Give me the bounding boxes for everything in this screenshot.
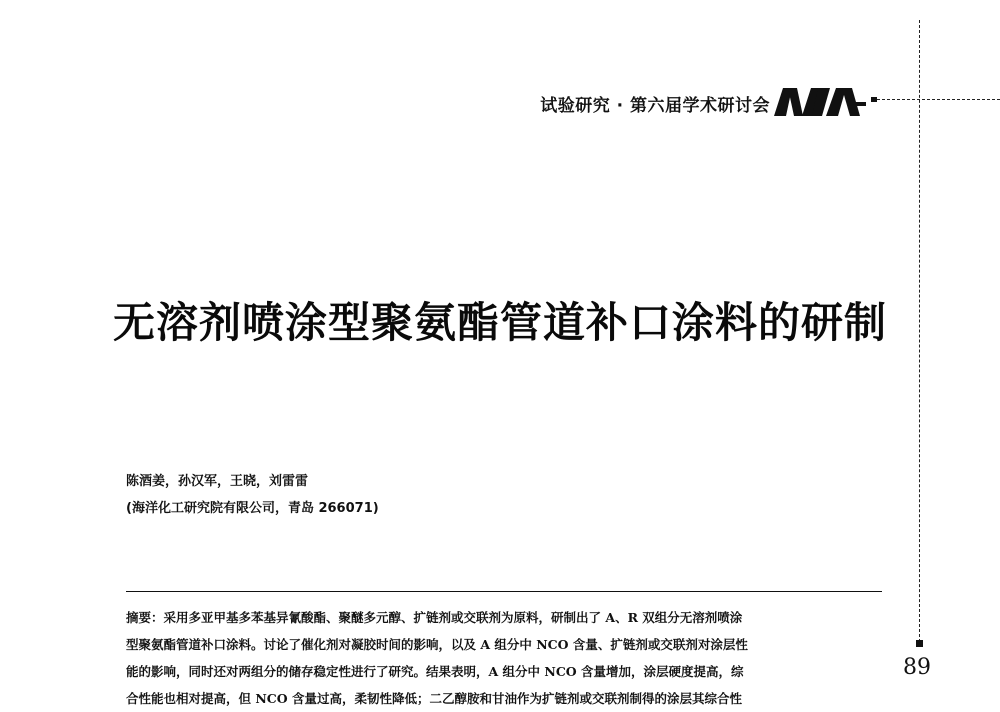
abstract-line: 型聚氨酯管道补口涂料。讨论了催化剂对凝胶时间的影响，以及 A 组分中 NCO 含量、扩链剂或交联剂对涂层性	[126, 637, 748, 652]
article-affiliation: (海洋化工研究院有限公司，青岛 266071)	[126, 501, 379, 516]
running-header	[500, 88, 866, 118]
crop-mark-horizontal	[877, 99, 1000, 100]
abstract-divider	[126, 591, 882, 592]
abstract	[126, 604, 886, 712]
abstract-line-text: 采用多亚甲基多苯基异氰酸酯、聚醚多元醇、扩链剂或交联剂为原料，研制出了 A、R 双组分无溶剂喷涂	[163, 610, 743, 625]
page-number: 89	[903, 655, 931, 680]
article-authors: 陈酒姜，孙汉军，王晓，刘雷雷	[126, 474, 309, 489]
abstract-line: 合性能也相对提高，但 NCO 含量过高，柔韧性降低；二乙醇胺和甘油作为扩链剂或交联剂制得的涂层其综合性	[126, 691, 742, 706]
journal-logo-icon	[774, 88, 866, 116]
abstract-line	[126, 604, 886, 631]
abstract-label: 摘要：	[126, 610, 164, 625]
crop-mark-end	[916, 640, 923, 647]
article-title: 无溶剂喷涂型聚氨酯管道补口涂料的研制	[112, 298, 887, 347]
crop-mark-dot	[871, 97, 877, 102]
running-title: 试验研究 · 第六届学术研讨会	[540, 96, 770, 116]
abstract-line: 能的影响，同时还对两组分的储存稳定性进行了研究。结果表明，A 组分中 NCO 含量增加，涂层硬度提高，综	[126, 664, 744, 679]
